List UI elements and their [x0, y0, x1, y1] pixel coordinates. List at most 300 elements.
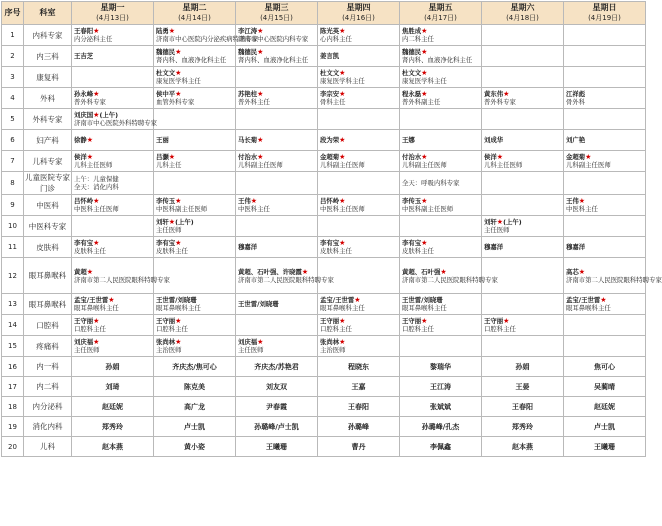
row-number: 2	[2, 46, 24, 67]
doctor-title: 内二科主任	[402, 35, 434, 43]
star-icon: ★	[93, 27, 100, 35]
schedule-cell	[236, 336, 318, 357]
table-row	[2, 258, 646, 294]
header-day	[236, 2, 318, 25]
star-icon: ★	[168, 27, 176, 35]
duty-doctor: 赵廷妮	[72, 397, 154, 417]
doctor-name	[156, 27, 233, 35]
schedule-cell	[72, 294, 154, 315]
doctor-name	[402, 153, 479, 161]
doctor-name	[320, 239, 397, 247]
schedule-cell	[72, 237, 154, 258]
doctor-title: 骨外科	[566, 98, 586, 106]
doctor-name	[238, 27, 315, 35]
doctor-name	[320, 136, 397, 144]
department-name: 口腔科	[24, 315, 72, 336]
duty-doctor: 孙娟	[482, 357, 564, 377]
schedule-cell	[564, 294, 646, 315]
doctor-title: 肾内科、血液净化科主任	[402, 56, 473, 64]
doctor-name-text: 李江涛	[238, 27, 258, 35]
schedule-cell	[154, 151, 236, 172]
schedule-cell	[154, 130, 236, 151]
schedule-table	[1, 1, 662, 457]
doctor-name-text: 杜文文	[402, 69, 422, 77]
schedule-cell	[482, 130, 564, 151]
doctor-name	[320, 90, 397, 98]
doctor-name	[484, 317, 561, 325]
schedule-cell	[236, 151, 318, 172]
doctor-name	[156, 317, 233, 325]
department-name: 中医科	[24, 195, 72, 216]
doctor-title: 中医科主任医师	[320, 205, 365, 213]
doctor-name-text: 魏德民	[156, 48, 176, 56]
schedule-cell	[236, 216, 318, 237]
schedule-cell	[236, 46, 318, 67]
table-row	[2, 397, 646, 417]
department-name: 眼耳鼻喉科	[24, 258, 72, 294]
star-icon: ★	[93, 111, 100, 119]
schedule-cell	[564, 151, 646, 172]
header-day	[154, 2, 236, 25]
doctor-title: 肾内科、血液净化科主任	[238, 56, 309, 64]
star-icon: ★	[578, 267, 586, 276]
session-note: (上午)	[503, 218, 522, 226]
doctor-title: 皮肤科主任	[320, 247, 352, 255]
row-number: 20	[2, 437, 24, 457]
doctor-title: 内分泌科主任	[74, 35, 113, 43]
day-name: 星期四	[346, 3, 371, 12]
schedule-cell	[564, 336, 646, 357]
doctor-title: 康复医学科主任	[156, 77, 201, 85]
star-icon: ★	[339, 239, 346, 247]
doctor-name	[484, 243, 561, 251]
schedule-cell	[154, 195, 236, 216]
doctor-title: 儿科副主任医师	[238, 161, 283, 169]
cell-note: 全天：消化内科	[74, 183, 119, 191]
department-name: 儿童医院专家门诊	[25, 173, 70, 193]
doctor-name	[74, 136, 151, 144]
row-number: 3	[2, 67, 24, 88]
star-icon: ★	[175, 239, 182, 247]
duty-doctor: 王曦珊	[564, 437, 646, 457]
doctor-name-text: 刘轩	[484, 218, 497, 226]
star-icon: ★	[86, 267, 94, 276]
schedule-cell	[236, 109, 318, 130]
schedule-cell	[154, 46, 236, 67]
schedule-cell	[236, 88, 318, 109]
schedule-cell	[236, 195, 318, 216]
doctor-name-text: 王守丽	[484, 317, 504, 325]
schedule-body	[2, 25, 662, 457]
star-icon: ★	[339, 69, 346, 77]
day-name: 星期五	[428, 3, 453, 12]
doctor-name	[402, 136, 479, 144]
doctor-title: 济南市第二人民医院眼科特聘专家	[566, 275, 662, 284]
star-icon: ★	[421, 90, 428, 98]
day-date: (4月16日)	[342, 14, 375, 22]
doctor-name	[484, 90, 561, 98]
department-name: 儿科专家	[24, 151, 72, 172]
day-date: (4月17日)	[424, 14, 457, 22]
header-seq: 序号	[2, 2, 24, 25]
schedule-cell	[482, 237, 564, 258]
star-icon: ★	[93, 317, 100, 325]
doctor-title: 心内科主任	[320, 35, 352, 43]
star-icon: ★	[168, 218, 176, 226]
star-icon: ★	[339, 136, 346, 144]
doctor-name	[402, 197, 479, 205]
doctor-name-text: 刘庆福	[74, 338, 94, 346]
doctor-title: 中医科副主任医师	[402, 205, 454, 213]
schedule-cell	[400, 109, 482, 130]
header-dept: 科室	[24, 2, 72, 25]
duty-doctor: 尹春霞	[236, 397, 318, 417]
doctor-name	[156, 69, 233, 77]
doctor-name-text: 侯中平	[156, 90, 176, 98]
doctor-name-text: 王守丽	[74, 317, 94, 325]
department-name: 消化内科	[24, 417, 72, 437]
schedule-cell	[564, 258, 662, 294]
duty-doctor: 郑秀玲	[482, 417, 564, 437]
doctor-name-text: 王吉芝	[74, 52, 94, 60]
doctor-name	[74, 52, 151, 60]
doctor-name-text: 魏德民	[238, 48, 258, 56]
duty-doctor: 王春阳	[318, 397, 400, 417]
star-icon: ★	[175, 338, 182, 346]
schedule-cell	[482, 315, 564, 336]
star-icon: ★	[339, 338, 346, 346]
duty-doctor: 孙娟	[72, 357, 154, 377]
schedule-cell	[72, 88, 154, 109]
schedule-cell	[236, 315, 318, 336]
row-number: 9	[2, 195, 24, 216]
duty-doctor: 王曦珊	[236, 437, 318, 457]
doctor-name	[74, 111, 151, 119]
schedule-cell	[72, 172, 154, 195]
doctor-name	[320, 197, 397, 205]
doctor-name	[566, 296, 643, 304]
day-date: (4月14日)	[178, 14, 211, 22]
schedule-cell	[236, 172, 318, 195]
schedule-cell	[318, 67, 400, 88]
doctor-title: 济南市中心医院外科特聘专家	[74, 119, 158, 127]
duty-doctor: 王嘉	[318, 377, 400, 397]
doctor-title: 口腔科主任	[156, 325, 188, 333]
row-number: 6	[2, 130, 24, 151]
header-day	[564, 2, 646, 25]
doctor-name	[74, 239, 151, 247]
duty-doctor: 王江涛	[400, 377, 482, 397]
schedule-cell	[72, 151, 154, 172]
duty-doctor: 孙璐峰/孔杰	[400, 417, 482, 437]
star-icon: ★	[339, 153, 346, 161]
doctor-name-text: 李传玉	[402, 197, 422, 205]
doctor-name-text: 陈光英	[320, 27, 340, 35]
doctor-name	[238, 90, 315, 98]
star-icon: ★	[257, 136, 264, 144]
star-icon: ★	[496, 153, 504, 161]
table-row	[2, 377, 646, 397]
doctor-name	[238, 48, 315, 56]
schedule-cell	[564, 46, 646, 67]
duty-doctor: 孙璐峰/卢士凯	[236, 417, 318, 437]
row-number: 5	[2, 109, 24, 130]
department-name: 内一科	[24, 357, 72, 377]
doctor-name	[320, 27, 397, 35]
star-icon: ★	[503, 317, 510, 325]
session-note: (上午)	[99, 111, 119, 119]
table-row	[2, 88, 646, 109]
doctor-name-text: 王守丽	[156, 317, 176, 325]
doctor-name	[74, 27, 151, 35]
day-name: 星期一	[100, 3, 125, 12]
department-name: 妇产科	[24, 130, 72, 151]
duty-doctor: 陈克美	[154, 377, 236, 397]
doctor-name	[156, 48, 233, 56]
row-number: 16	[2, 357, 24, 377]
schedule-cell	[400, 336, 482, 357]
star-icon: ★	[339, 317, 346, 325]
table-row	[2, 357, 646, 377]
schedule-cell	[482, 151, 564, 172]
doctor-name	[74, 317, 151, 325]
schedule-cell	[482, 294, 564, 315]
schedule-cell	[154, 88, 236, 109]
doctor-title: 济南市第二人民医院眼科特聘专家	[238, 275, 334, 284]
doctor-name-text: 李有宝	[74, 239, 94, 247]
table-row	[2, 237, 646, 258]
doctor-name-text: 付治水	[238, 153, 258, 161]
doctor-name	[74, 338, 151, 346]
row-number: 11	[2, 237, 24, 258]
table-row	[2, 130, 646, 151]
doctor-title: 济南市中心医院内分泌疾病特聘专家	[156, 35, 259, 43]
table-row	[2, 46, 646, 67]
table-row	[2, 294, 646, 315]
doctor-title: 主任医师	[484, 226, 510, 234]
schedule-cell	[154, 216, 236, 237]
schedule-cell	[564, 67, 646, 88]
doctor-title: 儿科副主任医师	[566, 161, 611, 169]
department-name: 皮肤科	[24, 237, 72, 258]
schedule-cell	[482, 109, 564, 130]
doctor-name-text: 刘轩	[156, 218, 169, 226]
schedule-cell	[72, 25, 154, 46]
doctor-name	[74, 153, 151, 161]
doctor-name	[238, 338, 315, 346]
doctor-name	[156, 197, 233, 205]
doctor-title: 口腔科主任	[320, 325, 352, 333]
doctor-name-text: 李有宝	[156, 239, 176, 247]
schedule-cell	[482, 25, 564, 46]
duty-doctor: 曹丹	[318, 437, 400, 457]
doctor-title: 济南市第二人民医院眼科特聘专家	[402, 275, 498, 284]
star-icon: ★	[421, 197, 428, 205]
day-date: (4月19日)	[588, 14, 621, 22]
table-row	[2, 151, 646, 172]
doctor-name-text: 侯洋	[484, 153, 497, 161]
schedule-cell	[318, 216, 400, 237]
doctor-title: 康复医学科主任	[320, 77, 365, 85]
star-icon: ★	[93, 197, 100, 205]
doctor-name-text: 穆嘉洋	[238, 243, 258, 251]
doctor-name-text: 王伟	[238, 197, 251, 205]
duty-doctor: 刘琦	[72, 377, 154, 397]
doctor-name	[238, 300, 315, 308]
schedule-cell	[400, 294, 482, 315]
schedule-cell	[482, 195, 564, 216]
doctor-name-text: 金超菊	[566, 153, 586, 161]
schedule-cell	[564, 130, 646, 151]
row-number: 18	[2, 397, 24, 417]
day-name: 星期三	[264, 3, 289, 12]
doctor-name	[238, 243, 315, 251]
duty-doctor: 齐庆杰/焦可心	[154, 357, 236, 377]
schedule-cell	[482, 46, 564, 67]
doctor-name-text: 刘庆福	[238, 338, 258, 346]
schedule-cell	[400, 88, 482, 109]
star-icon: ★	[108, 296, 115, 304]
doctor-name-text: 苏艳柱	[238, 90, 258, 98]
schedule-cell	[400, 315, 482, 336]
star-icon: ★	[600, 296, 607, 304]
day-name: 星期六	[510, 3, 535, 12]
doctor-name-text: 王娜	[402, 136, 415, 144]
schedule-cell	[318, 88, 400, 109]
row-number: 15	[2, 336, 24, 357]
doctor-name	[156, 153, 233, 161]
doctor-name-text: 王世雷/刘晓珊	[402, 296, 443, 304]
star-icon: ★	[578, 197, 586, 205]
schedule-cell	[236, 130, 318, 151]
doctor-name	[320, 52, 397, 60]
schedule-cell	[400, 216, 482, 237]
doctor-title: 皮肤科主任	[74, 247, 106, 255]
doctor-name	[74, 268, 151, 276]
doctor-name	[402, 69, 479, 77]
doctor-name-text: 王春阳	[74, 27, 94, 35]
schedule-cell	[72, 336, 154, 357]
star-icon: ★	[585, 153, 592, 161]
doctor-title: 口腔科主任	[74, 325, 106, 333]
department-name: 眼耳鼻喉科	[24, 294, 72, 315]
star-icon: ★	[250, 197, 258, 205]
doctor-name	[566, 268, 643, 276]
doctor-name	[566, 153, 643, 161]
department-name: 中医科专家	[24, 216, 72, 237]
doctor-title: 眼耳鼻喉科主任	[320, 304, 365, 312]
department-name: 外科	[24, 88, 72, 109]
schedule-cell	[72, 216, 154, 237]
schedule-cell	[400, 67, 482, 88]
doctor-name-text: 马长菊	[238, 136, 258, 144]
row-number: 10	[2, 216, 24, 237]
department-name: 康复科	[24, 67, 72, 88]
day-date: (4月13日)	[96, 14, 129, 22]
duty-doctor: 王春阳	[482, 397, 564, 417]
star-icon: ★	[301, 267, 309, 276]
schedule-cell	[72, 195, 154, 216]
schedule-cell	[318, 151, 400, 172]
header-day	[72, 2, 154, 25]
star-icon: ★	[175, 48, 182, 56]
doctor-name	[238, 197, 315, 205]
schedule-cell	[564, 315, 646, 336]
doctor-name-text: 王世雷/刘晓珊	[238, 300, 279, 308]
duty-doctor: 黄小姿	[154, 437, 236, 457]
doctor-name-text: 程永磊	[402, 90, 422, 98]
department-name: 儿科	[24, 437, 72, 457]
doctor-title: 主治医师	[156, 346, 182, 354]
doctor-name-text: 孙永峰	[74, 90, 94, 98]
duty-doctor: 吴蔺晴	[564, 377, 646, 397]
department-name: 内科专家	[24, 25, 72, 46]
schedule-cell	[400, 25, 482, 46]
duty-doctor: 黎瑞华	[400, 357, 482, 377]
doctor-title: 眼耳鼻喉科主任	[156, 304, 201, 312]
doctor-name	[402, 48, 479, 56]
doctor-name	[238, 136, 315, 144]
doctor-name	[320, 317, 397, 325]
cell-note: 上午：儿童保健	[74, 175, 119, 183]
schedule-cell	[236, 237, 318, 258]
doctor-name-text: 魏德民	[402, 48, 422, 56]
schedule-cell	[318, 237, 400, 258]
schedule-cell	[318, 130, 400, 151]
row-number: 13	[2, 294, 24, 315]
schedule-cell	[482, 172, 564, 195]
doctor-name-text: 孟宝/王世雷	[566, 296, 601, 304]
schedule-cell	[72, 258, 170, 294]
doctor-title: 中医科副主任医师	[156, 205, 208, 213]
doctor-name	[566, 90, 643, 98]
schedule-cell	[564, 172, 646, 195]
schedule-cell	[564, 88, 646, 109]
table-row	[2, 25, 646, 46]
schedule-cell	[318, 25, 400, 46]
table-row	[2, 109, 646, 130]
doctor-title: 主任医师	[156, 226, 182, 234]
schedule-cell	[154, 172, 236, 195]
star-icon: ★	[257, 153, 264, 161]
doctor-name-text: 王守丽	[402, 317, 422, 325]
schedule-cell	[154, 237, 236, 258]
doctor-title: 主任医师	[74, 346, 100, 354]
schedule-cell	[236, 25, 318, 46]
doctor-name-text: 杜文文	[156, 69, 176, 77]
doctor-name-text: 李宗安	[320, 90, 340, 98]
doctor-name-text: 刘庆国	[74, 111, 94, 119]
schedule-cell	[154, 315, 236, 336]
table-row	[2, 216, 646, 237]
duty-doctor: 高广龙	[154, 397, 236, 417]
header-day	[482, 2, 564, 25]
doctor-name-text: 段为荣	[320, 136, 340, 144]
star-icon: ★	[354, 296, 361, 304]
star-icon: ★	[339, 90, 346, 98]
star-icon: ★	[440, 267, 447, 276]
schedule-cell	[72, 67, 154, 88]
doctor-title: 血管外科专家	[156, 98, 195, 106]
schedule-cell	[318, 315, 400, 336]
doctor-name-text: 穆嘉洋	[566, 243, 586, 251]
doctor-name-text: 穆嘉洋	[484, 243, 504, 251]
star-icon: ★	[86, 136, 94, 144]
day-date: (4月15日)	[260, 14, 293, 22]
doctor-name	[238, 268, 315, 276]
table-row	[2, 67, 646, 88]
schedule-cell	[236, 67, 318, 88]
